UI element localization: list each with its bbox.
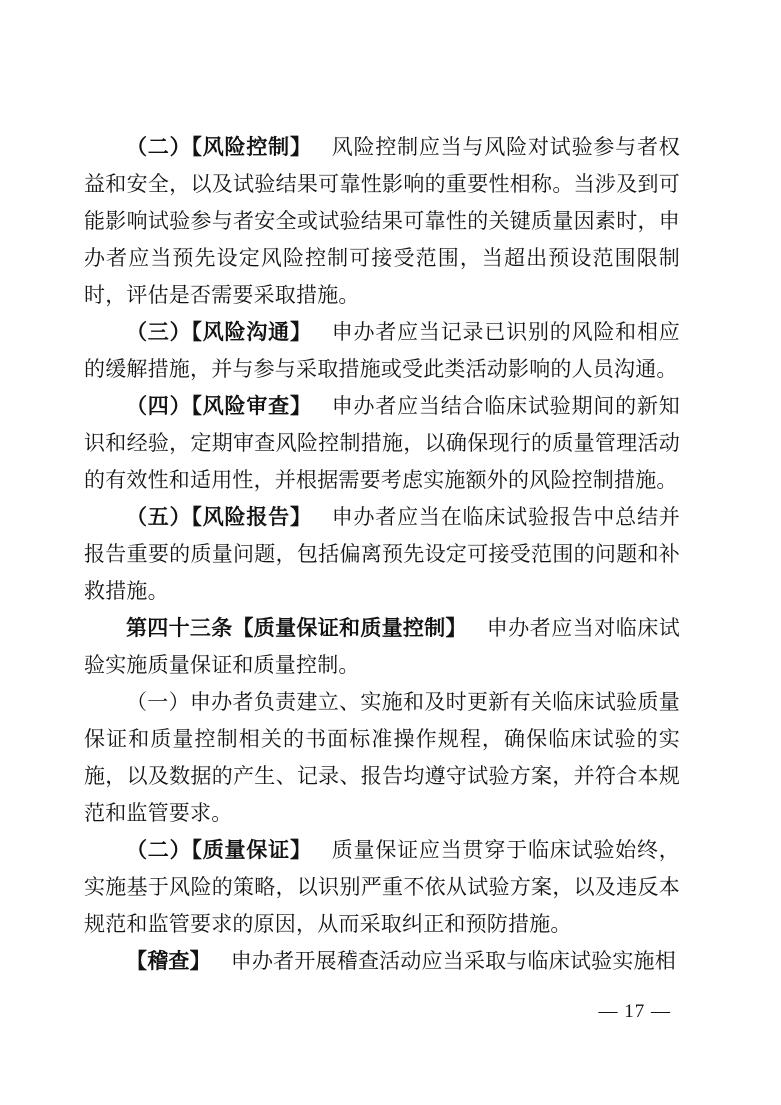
page-number: — 17 —	[598, 1001, 671, 1022]
clause-label-audit: 【稽查】	[126, 949, 211, 973]
clause-label-quality-assurance: （二）【质量保证】	[126, 838, 312, 862]
clause-text-risk-control: 风险控制应当与风险对试验参与者权益和安全，以及试验结果可靠性影响的重要性相称。当涉及到可能影响试验参与者安全或试验结果可靠性的关键质量因素时，申办者应当预先设定风险控制可接受范围，当超出预设范围限制时，评估是否需要采取措施。	[84, 135, 680, 307]
clause-label-risk-control: （二）【风险控制】	[126, 135, 312, 159]
article-43-text: 申办者应当对临床试验实施质量保证和质量控制。	[84, 616, 680, 677]
paragraph-qa-qc-sop	[84, 684, 680, 832]
clause-label-risk-communication: （三）【风险沟通】	[126, 320, 312, 344]
document-text-block	[84, 129, 680, 980]
clause-text-quality-assurance: 质量保证应当贯穿于临床试验始终，实施基于风险的策略，以识别严重不依从试验方案，以及违反本规范和监管要求的原因，从而采取纠正和预防措施。	[84, 838, 680, 936]
clause-label-risk-review: （四）【风险审查】	[126, 394, 312, 418]
clause-text-audit: 申办者开展稽查活动应当采取与临床试验实施相	[230, 949, 676, 973]
paragraph-risk-report	[84, 499, 680, 610]
clause-text-risk-report: 申办者应当在临床试验报告中总结并报告重要的质量问题，包括偏离预先设定可接受范围的问题和补救措施。	[84, 505, 680, 603]
clause-text-qa-qc-sop: （一）申办者负责建立、实施和及时更新有关临床试验质量保证和质量控制相关的书面标准操作规程，确保临床试验的实施，以及数据的产生、记录、报告均遵守试验方案，并符合本规范和监管要求。	[84, 690, 680, 825]
clause-text-risk-review: 申办者应当结合临床试验期间的新知识和经验，定期审查风险控制措施，以确保现行的质量管理活动的有效性和适用性，并根据需要考虑实施额外的风险控制措施。	[84, 394, 680, 492]
paragraph-quality-assurance	[84, 832, 680, 943]
paragraph-risk-review	[84, 388, 680, 499]
article-43-label: 第四十三条【质量保证和质量控制】	[126, 617, 467, 640]
paragraph-article-43-quality	[84, 610, 680, 684]
paragraph-audit	[84, 943, 680, 980]
paragraph-risk-communication	[84, 314, 680, 388]
clause-label-risk-report: （五）【风险报告】	[126, 505, 312, 529]
clause-text-risk-communication: 申办者应当记录已识别的风险和相应的缓解措施，并与参与采取措施或受此类活动影响的人员沟通。	[84, 320, 680, 381]
paragraph-risk-control	[84, 129, 680, 314]
